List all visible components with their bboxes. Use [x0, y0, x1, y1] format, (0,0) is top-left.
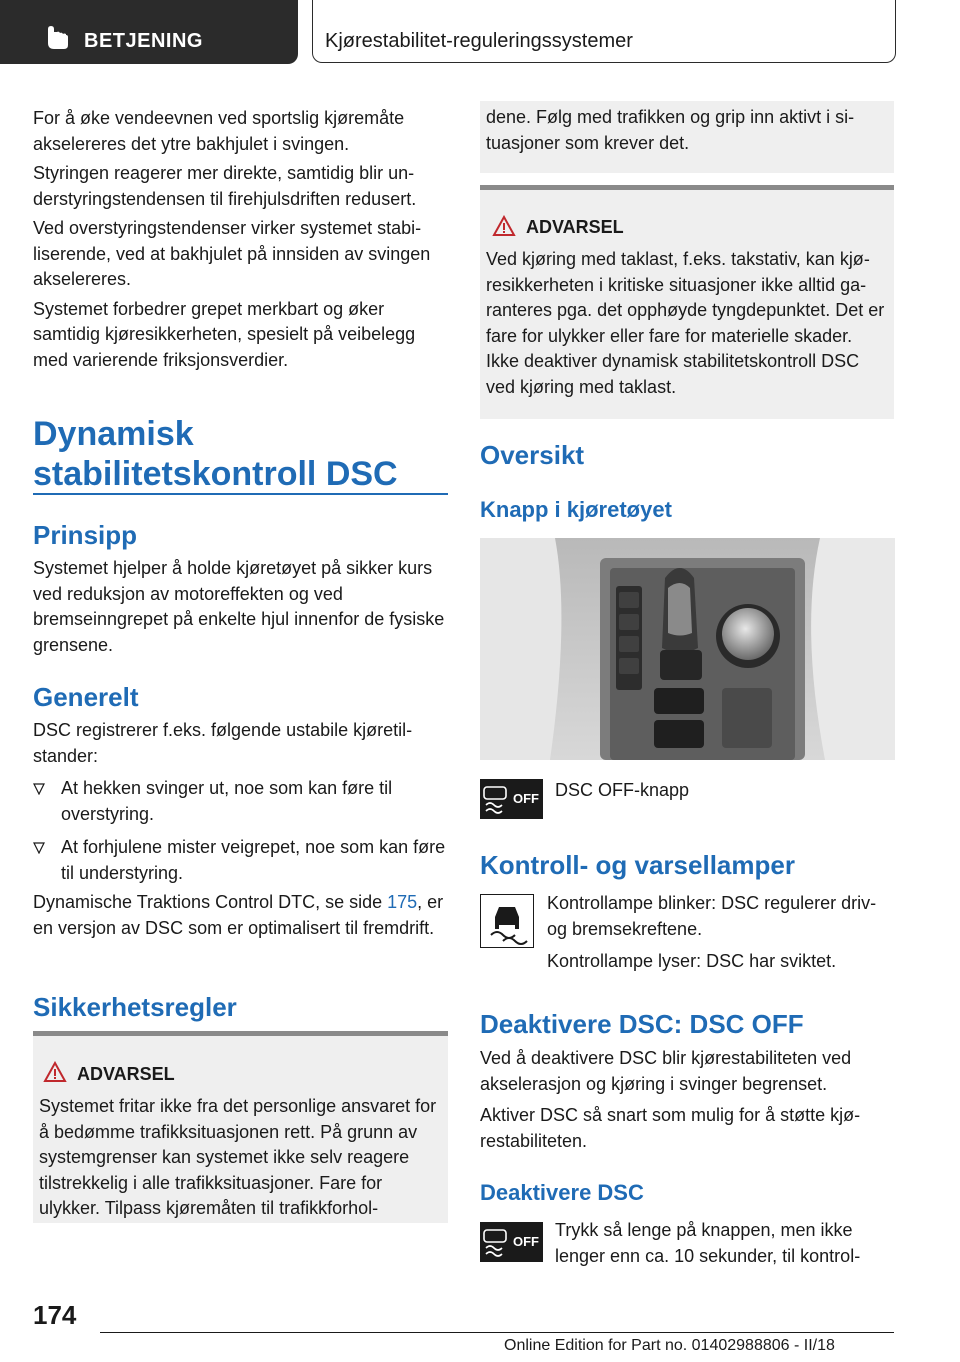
- warning-title: ADVARSEL: [77, 1064, 175, 1084]
- triangle-bullet-icon: [33, 783, 45, 795]
- warning-triangle-icon: [492, 215, 516, 237]
- bullet-text: At hekken svinger ut, noe som kan føre til overstyring.: [61, 778, 393, 824]
- off-icon-text: OFF: [513, 1234, 539, 1249]
- warning-box: [33, 1031, 448, 1223]
- bullet-text: At forhjulene mister veigrepet, noe som kan føre til understyring.: [61, 837, 446, 883]
- warning-title-2: ADVARSEL: [526, 217, 624, 237]
- chapter-label: Kjørestabilitet-reguleringssystemer: [325, 30, 633, 52]
- intro-paragraph-3: Ved overstyringstendenser virker systemet stabiliserende, ved at bakhjulet på innsiden av svingen akselereres.: [33, 218, 431, 289]
- section-tab: [0, 0, 298, 64]
- off-icon-text: OFF: [513, 791, 539, 806]
- intro-paragraph-1: For å øke vendeevnen ved sportslig kjøremåte akselereres det ytre bakhjulet i svingen.: [33, 108, 405, 154]
- dsc-off-label: DSC OFF-knapp: [555, 780, 690, 800]
- hand-pointer-icon: [42, 25, 72, 53]
- prinsipp-heading: Prinsipp: [33, 520, 138, 550]
- dtc-paragraph: [33, 890, 449, 941]
- dsc-off-icon: [480, 1222, 543, 1262]
- triangle-bullet-icon: [33, 842, 45, 854]
- page-link[interactable]: 175: [387, 892, 418, 912]
- page-title: [33, 414, 449, 494]
- lamp-text-2: Kontrollampe lyser: DSC har sviktet.: [547, 951, 837, 971]
- section-label: BETJENING: [84, 30, 203, 52]
- deaktivere-heading: Deaktivere DSC: DSC OFF: [480, 1009, 804, 1039]
- knapp-heading: Knapp i kjøretøyet: [480, 497, 672, 522]
- edition-text: Online Edition for Part no. 01402988806 - II/18: [504, 1337, 835, 1354]
- kontroll-heading: Kontroll- og varsellamper: [480, 850, 795, 880]
- warning-triangle-icon: [43, 1061, 67, 1083]
- page-number: 174: [33, 1300, 77, 1330]
- chapter-tab: [312, 0, 896, 63]
- bullet-list: [33, 776, 449, 886]
- deaktivere-text-2: Aktiver DSC så snart som mulig for å støtte kjørestabiliteten.: [480, 1105, 861, 1151]
- intro-paragraph-2: Styringen reagerer mer direkte, samtidig blir understyringstendensen til firehjulsdriften redusert.: [33, 163, 417, 209]
- dtc-text-pre: Dynamische Traktions Control DTC, se side: [33, 892, 388, 912]
- oversikt-heading: Oversikt: [480, 440, 585, 470]
- footer-rule: [100, 1332, 894, 1333]
- continued-text: dene. Følg med trafikken og grip inn aktivt i situasjoner som krever det.: [486, 107, 855, 153]
- dtc-text-post: , er en versjon av DSC som er optimalisert til fremdrift.: [33, 892, 444, 938]
- deaktivere-text-1: Ved å deaktivere DSC blir kjørestabiliteten ved akselerasjon og kjøring i svinger begrenset.: [480, 1048, 852, 1094]
- prinsipp-text: Systemet hjelper å holde kjøretøyet på sikker kurs ved reduksjon av motoreffekten og ved bremseinngrepet på enkelte hjul innenfor de fysiske grensene.: [33, 558, 445, 655]
- lamp-text-1: Kontrollampe blinker: DSC regulerer driv- og bremsekreftene.: [547, 893, 877, 939]
- warning-box-2: [480, 185, 894, 419]
- generelt-heading: Generelt: [33, 682, 139, 712]
- warning-text: Systemet fritar ikke fra det personlige ansvaret for å bedømme trafikksituasjonen rett. På grunn av systemgrenser kan systemet ikke selv reagere tilstrekkelig i alle trafikksituasjoner. Fare for ulykker. Tilpass kjøremåten til trafikkforhol-: [39, 1096, 437, 1218]
- deaktivere-sub-text: Trykk så lenge på knappen, men ikke lenger enn ca. 10 sekunder, til kontrol-: [555, 1220, 861, 1266]
- list-item: [33, 776, 449, 827]
- page-title-line-2: stabilitetskontroll DSC: [33, 455, 398, 493]
- title-rule: [33, 493, 448, 495]
- dsc-off-icon: [480, 779, 543, 819]
- deaktivere-subheading: Deaktivere DSC: [480, 1180, 644, 1205]
- continued-box: [480, 101, 894, 173]
- page-title-line-1: Dynamisk: [33, 415, 194, 453]
- left-column: [33, 106, 449, 373]
- warning-text-2: Ved kjøring med taklast, f.eks. takstativ, kan kjøresikkerheten i kritiske situasjoner ikke alltid garanteres pga. det opphøyde tyngdepunktet. Det er fare for ulykker eller fare for materielle skader. Ikke deaktiver dynamisk stabilitetskontroll DSC ved kjøring med taklast.: [486, 249, 885, 397]
- dsc-lamp-icon: [480, 894, 534, 948]
- generelt-text: DSC registrerer f.eks. følgende ustabile kjøretilstander:: [33, 720, 413, 766]
- sikkerhet-heading: Sikkerhetsregler: [33, 992, 237, 1022]
- intro-paragraph-4: Systemet forbedrer grepet merkbart og øker samtidig kjøresikkerheten, spesielt på veibelegg med varierende friksjonsverdier.: [33, 298, 416, 370]
- center-console-image: [480, 538, 895, 760]
- list-item: [33, 835, 449, 886]
